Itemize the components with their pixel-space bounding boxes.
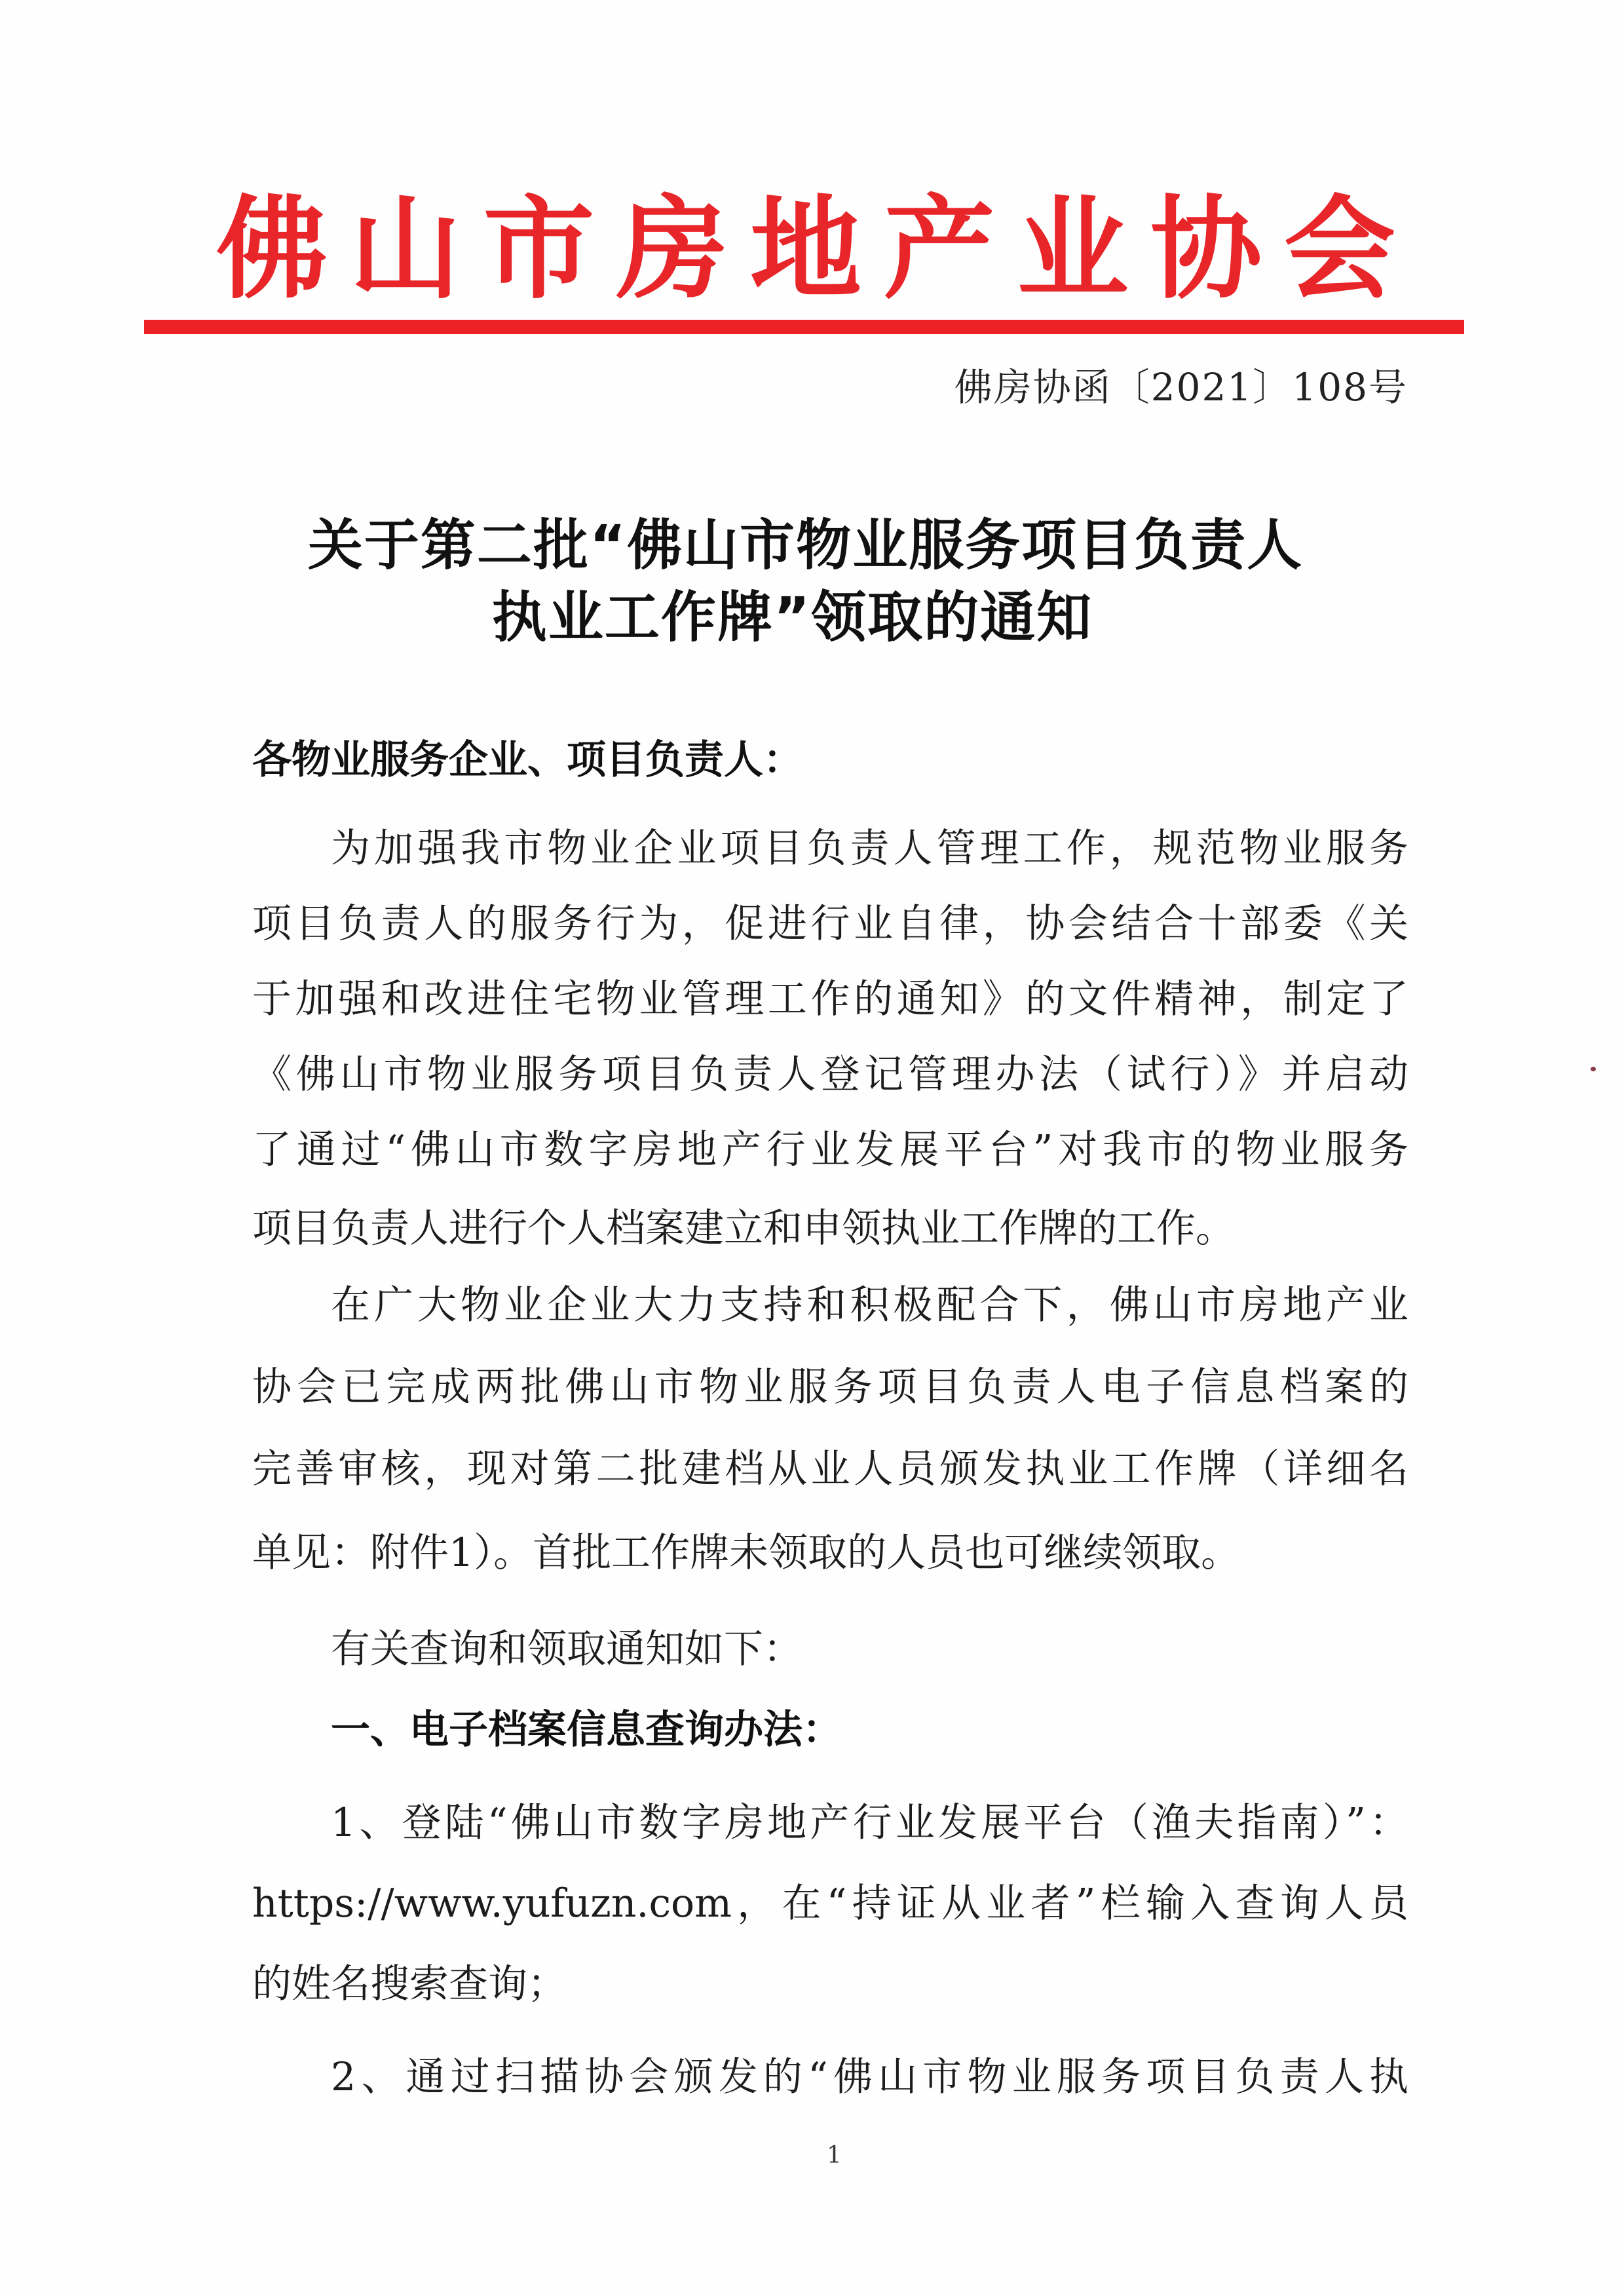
- body-line: 在广大物业企业大力支持和积极配合下，佛山市房地产业: [331, 1282, 1408, 1328]
- body-line: 于加强和改进住宅物业管理工作的通知》的文件精神，制定了: [252, 976, 1408, 1022]
- section-heading-query-method: 一、电子档案信息查询办法：: [331, 1707, 842, 1753]
- body-line: 协会已完成两批佛山市物业服务项目负责人电子信息档案的: [252, 1364, 1408, 1410]
- document-number: 佛房协函〔2021〕108号: [954, 365, 1408, 410]
- url-line[interactable]: https://www.yufuzn.com，在“持证从业者”栏输入查询人员: [252, 1881, 1408, 1926]
- body-line: 有关查询和领取通知如下：: [331, 1626, 803, 1672]
- letterhead-char: 山: [349, 183, 461, 315]
- letterhead-char: 佛: [216, 183, 328, 315]
- organization-name: [216, 183, 1395, 315]
- scan-speck: [1591, 1067, 1596, 1071]
- body-line: 单见：附件1）。首批工作牌未领取的人员也可继续领取。: [252, 1530, 1241, 1576]
- letterhead-char: 协: [1150, 183, 1262, 315]
- body-line: 项目负责人的服务行为，促进行业自律，协会结合十部委《关: [252, 901, 1408, 947]
- body-line: 1、登陆“佛山市数字房地产行业发展平台（渔夫指南）”：: [331, 1800, 1408, 1846]
- salutation: 各物业服务企业、项目负责人：: [252, 737, 803, 783]
- letterhead-char: 业: [1017, 183, 1129, 315]
- document-title-line-2: 执业工作牌”领取的通知: [491, 585, 1093, 649]
- body-line: 完善审核，现对第二批建档从业人员颁发执业工作牌（详细名: [252, 1446, 1408, 1492]
- body-line: 了通过“佛山市数字房地产行业发展平台”对我市的物业服务: [252, 1127, 1408, 1173]
- document-title-line-1: 关于第二批“佛山市物业服务项目负责人: [307, 513, 1304, 577]
- body-line: 为加强我市物业企业项目负责人管理工作，规范物业服务: [331, 826, 1408, 871]
- letterhead-char: 地: [749, 183, 861, 315]
- body-line: 项目负责人进行个人档案建立和申领执业工作牌的工作。: [252, 1206, 1235, 1252]
- red-divider: [144, 320, 1464, 334]
- body-line: 2、通过扫描协会颁发的“佛山市物业服务项目负责人执: [331, 2054, 1408, 2100]
- page-number: 1: [827, 2142, 842, 2169]
- body-line: 《佛山市物业服务项目负责人登记管理办法（试行）》并启动: [252, 1052, 1408, 1098]
- body-line: 的姓名搜索查询；: [252, 1961, 567, 2007]
- letterhead-char: 会: [1283, 183, 1395, 315]
- letterhead-char: 产: [883, 183, 995, 315]
- letterhead-char: 房: [616, 183, 728, 315]
- letterhead-char: 市: [483, 183, 595, 315]
